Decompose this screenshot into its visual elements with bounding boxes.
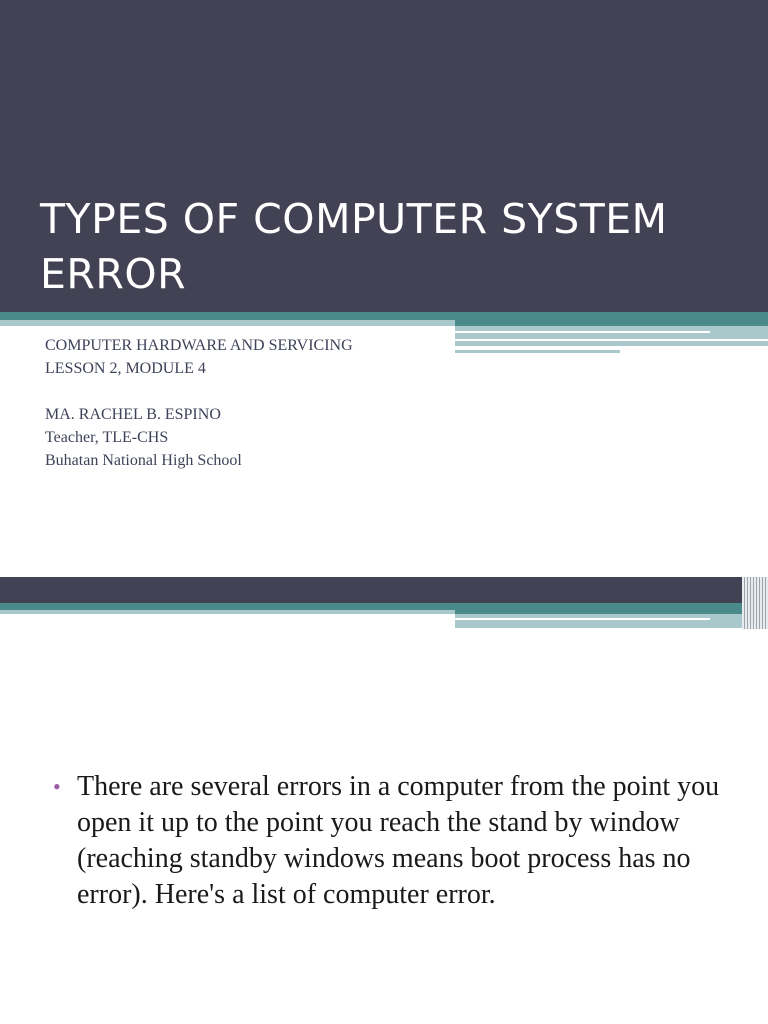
- bullet-item: [53, 769, 733, 913]
- slide-title: TYPES OF COMPUTER SYSTEM ERROR: [40, 195, 668, 298]
- bullet-icon: •: [53, 774, 61, 799]
- accent-gap-2: [455, 339, 768, 341]
- author-info: [45, 403, 242, 472]
- author-role: Teacher, TLE-CHS: [45, 429, 169, 446]
- course-info: [45, 334, 353, 380]
- accent-bar-white-2: [0, 614, 455, 628]
- bullet-text: There are several errors in a computer from the point you open it up to the point you reach the stand by window (reaching standby windows means boot process has no error). Here's a list of computer error.: [77, 771, 720, 910]
- accent-gap-1: [455, 331, 710, 333]
- author-school: Buhatan National High School: [45, 452, 242, 469]
- stripe-decoration: [742, 577, 768, 629]
- accent-line-1: [455, 326, 768, 346]
- course-line: COMPUTER HARDWARE AND SERVICING: [45, 337, 353, 354]
- author-name: MA. RACHEL B. ESPINO: [45, 406, 221, 423]
- lesson-line: LESSON 2, MODULE 4: [45, 360, 206, 377]
- header-band: [0, 577, 768, 603]
- accent-gap-3: [455, 618, 710, 620]
- accent-line-2: [455, 350, 620, 353]
- accent-line-3: [455, 614, 768, 628]
